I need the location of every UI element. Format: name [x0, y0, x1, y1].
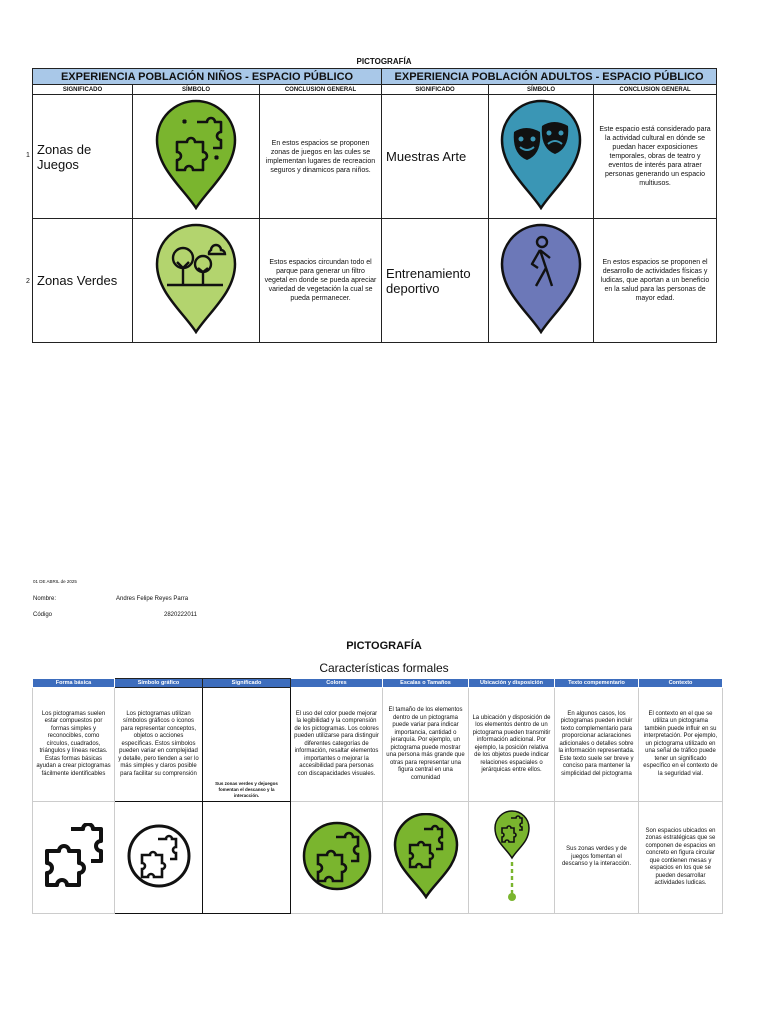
date: 01 DE ABRIL de 2025 [33, 579, 77, 584]
puzzle-green-circle-cell [291, 802, 383, 914]
code-label: Código [33, 612, 53, 618]
header-forma-basica: Forma básica [33, 679, 115, 688]
header-escalas: Escalas o Tamaños [383, 679, 469, 688]
col-simbolo: SÍMBOLO [489, 85, 594, 95]
adult-conclusion: Este espacio está considerado para la actividad cultural en dónde se puedan hacer exposiciones temporales, obras de teatro y eventos de interés para atraer personas generando un espacio multiusos. [594, 95, 717, 219]
puzzle-pin-marker-icon [492, 808, 532, 904]
puzzle-outline-cell [33, 802, 115, 914]
col-conclusion: CONCLUSION GENERAL [260, 85, 382, 95]
empty-cell [203, 802, 291, 914]
puzzle-green-circle-icon [300, 819, 374, 893]
header-colores: Colores [291, 679, 383, 688]
text-escalas: El tamaño de los elementos dentro de un pictograma puede variar para indicar importancia, cantidad o jerarquía. Por ejemplo, un pictograma puede mostrar una persona más grande que otras para representar una figura central en una comunidad [383, 688, 469, 802]
formal-characteristics-table [32, 678, 723, 914]
page1-title: PICTOGRAFÍA [356, 57, 412, 66]
kids-significado: Zonas de Juegos [33, 95, 133, 219]
header-adults: EXPERIENCIA POBLACIÓN ADULTOS - ESPACIO PÚBLICO [382, 69, 717, 85]
header-contexto: Contexto [639, 679, 723, 688]
trees-pin-icon [153, 222, 239, 334]
page2-subtitle: Características formales [319, 661, 449, 675]
header-children: EXPERIENCIA POBLACIÓN NIÑOS - ESPACIO PÚBLICO [33, 69, 382, 85]
header-ubicacion: Ubicación y disposición [469, 679, 555, 688]
col-significado: SIGNIFICADO [382, 85, 489, 95]
text-colores: El uso del color puede mejorar la legibilidad y la comprensión de los pictogramas. Los colores pueden utilizarse para distinguir diferentes categorías de información, resaltar elementos importantes o mejorar la accesibilidad para personas con discapacidades visuales. [291, 688, 383, 802]
text-significado: Sus zonas verdes y dejuegos fomentan el descanso y la interacción. [203, 688, 291, 802]
page2-title: PICTOGRAFÍA [346, 640, 422, 652]
header-texto: Texto compementario [555, 679, 639, 688]
col-conclusion: CONCLUSION GENERAL [594, 85, 717, 95]
col-simbolo: SÍMBOLO [133, 85, 260, 95]
row-number: 2 [26, 278, 30, 285]
code-value: 2820222011 [164, 612, 197, 618]
name-value: Andres Felipe Reyes Parra [116, 596, 189, 602]
kids-symbol-cell [133, 95, 260, 219]
header-significado: Significado [203, 679, 291, 688]
text-forma-basica: Los pictogramas suelen estar compuestos por formas simples y reconocibles, como círculos, cuadrados, triángulos y líneas rectas. Estas formas básicas ayudan a crear pictogramas fácilmente identificables [33, 688, 115, 802]
walking-person-pin-icon [498, 222, 584, 334]
header-simbolo-grafico: Símbolo gráfico [115, 679, 203, 688]
row-number: 1 [26, 152, 30, 159]
adult-significado: Muestras Arte [382, 95, 489, 219]
kids-conclusion: En estos espacios se proponen zonas de juegos en las cules se implementan lugares de recreacion seguros y dinamicos para niños. [260, 95, 382, 219]
puzzle-circle-cell [115, 802, 203, 914]
kids-significado: Zonas Verdes [33, 219, 133, 343]
context-row2: Son espacios ubicados en zonas estratégicas que se componen de espacios en concreto en figura circular que contienen mesas y espacios en los que se pueden desarrollar actividades ludicas. [639, 802, 723, 914]
text-ubicacion: La ubicación y disposición de los elementos dentro de un pictograma pueden transmitir información adicional. Por ejemplo, la posición relativa de los objetos puede indicar relaciones espaciales o jerárquicas entre ellos. [469, 688, 555, 802]
kids-symbol-cell [133, 219, 260, 343]
kids-conclusion: Estos espacios circundan todo el parque para generar un filtro vegetal en donde se pueda apreciar variedad de vegetación la cual se pueda permanecer. [260, 219, 382, 343]
text-texto: En algunos casos, los pictogramas pueden incluir texto complementario para proporcionar aclaraciones adicionales o detalles sobre la información representada. Este texto suele ser breve y conciso para mantener la simplicidad del pictograma [555, 688, 639, 802]
theater-masks-pin-icon [498, 98, 584, 210]
puzzle-pin-icon [153, 98, 239, 210]
adult-conclusion: En estos espacios se proponen el desarrollo de actividades físicas y ludicas, que aportan a un beneficio en la salud para las personas de mayor edad. [594, 219, 717, 343]
adult-significado: Entrenamiento deportivo [382, 219, 489, 343]
puzzle-green-pin-icon [392, 813, 460, 899]
text-complement-row2: Sus zonas verdes y de juegos fomentan el descanso y la interacción. [555, 802, 639, 914]
pictography-table [32, 68, 717, 343]
name-label: Nombre: [33, 596, 57, 602]
text-contexto: El contexto en el que se utiliza un pictograma también puede influir en su interpretación. Por ejemplo, un pictograma utilizado en una señal de tráfico puede tener un significado específico en el contexto de la seguridad vial. [639, 688, 723, 802]
puzzle-icon [41, 823, 107, 889]
puzzle-circle-icon [126, 823, 192, 889]
col-significado: SIGNIFICADO [33, 85, 133, 95]
adult-symbol-cell [489, 95, 594, 219]
adult-symbol-cell [489, 219, 594, 343]
puzzle-green-pin-cell [383, 802, 469, 914]
puzzle-pin-marker-cell [469, 802, 555, 914]
text-simbolo-grafico: Los pictogramas utilizan símbolos gráficos o íconos para representar conceptos, objetos o acciones específicas. Estos símbolos pueden variar en complejidad y detalle, pero tienden a ser lo más simples y claros posible para facilitar su comprensión [115, 688, 203, 802]
